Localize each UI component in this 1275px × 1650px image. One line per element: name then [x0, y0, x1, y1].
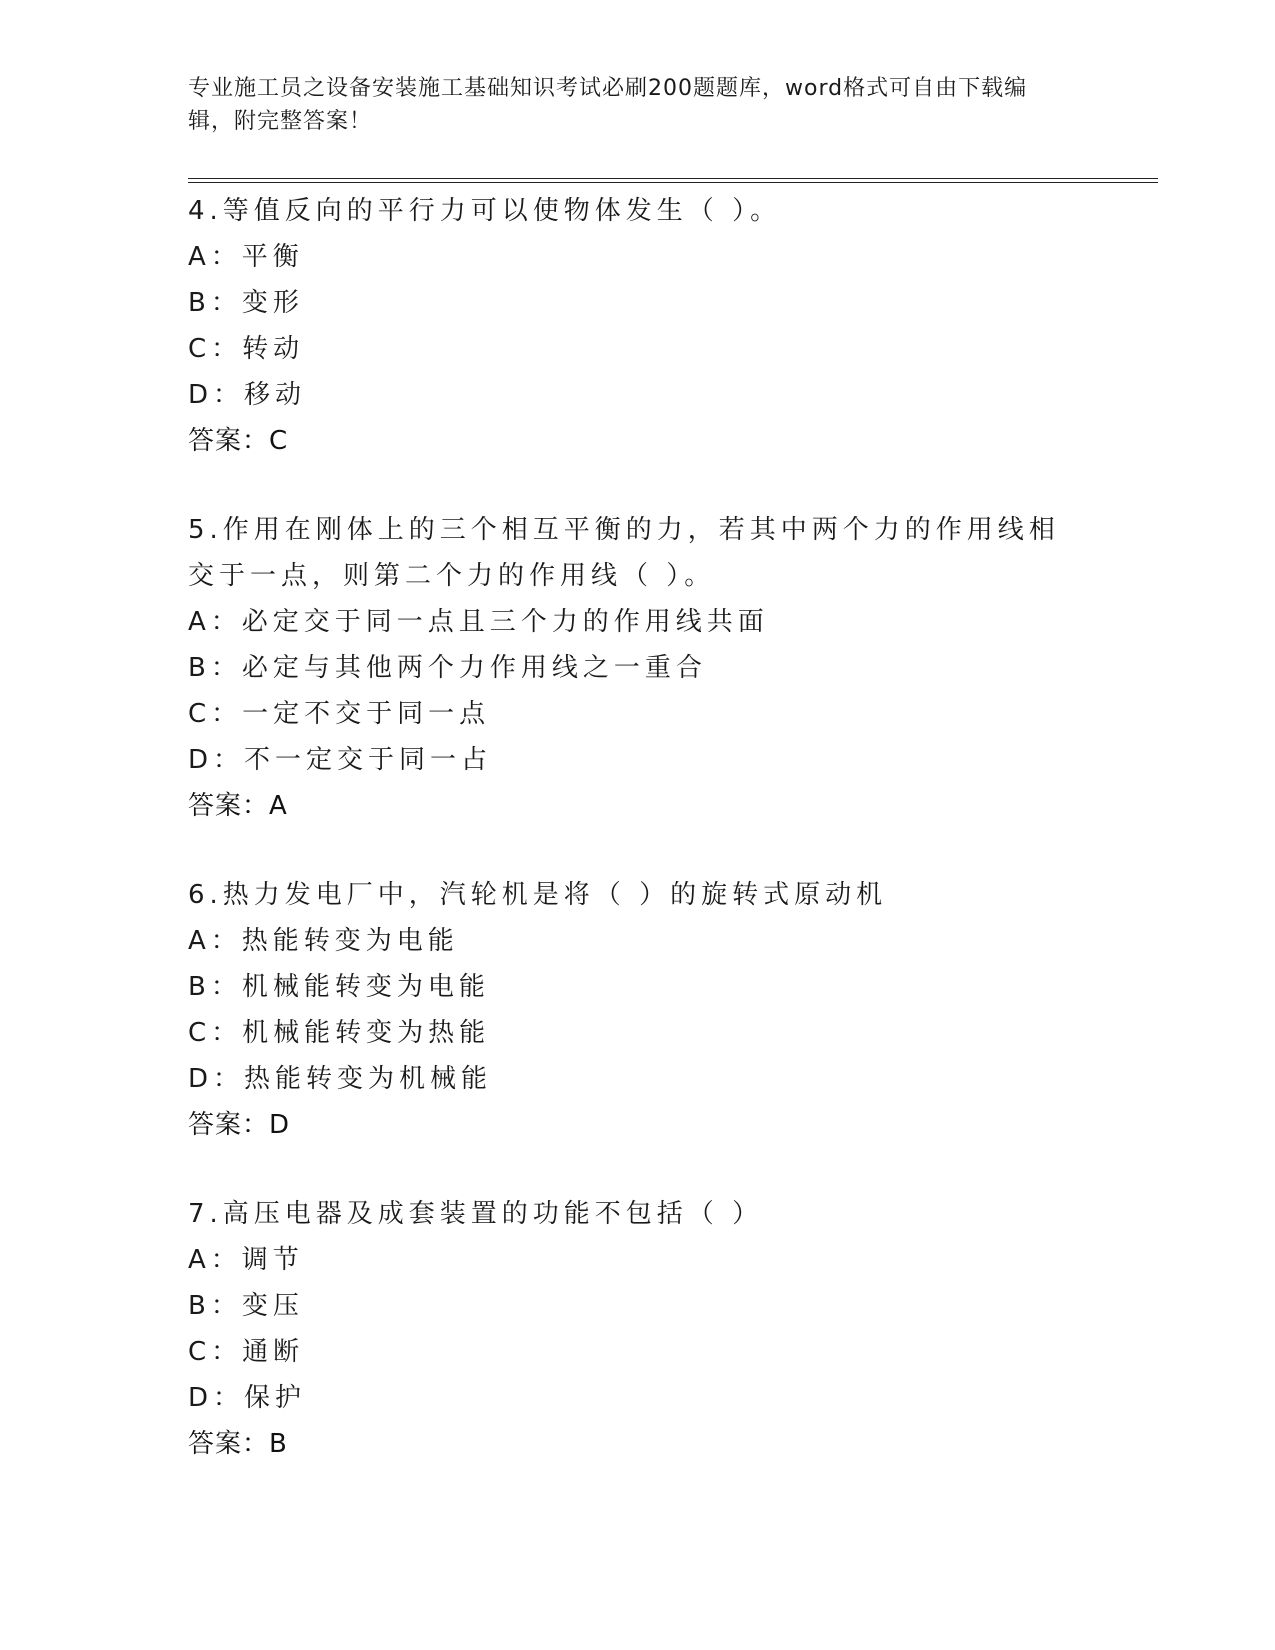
question-item	[188, 507, 1088, 829]
option-c: C：通断	[188, 1337, 305, 1367]
option-c: C：一定不交于同一点	[188, 699, 491, 729]
option-b: B：变压	[188, 1291, 304, 1321]
question-stem: 6.热力发电厂中，汽轮机是将（ ）的旋转式原动机	[188, 880, 888, 910]
option-a: A：必定交于同一点且三个力的作用线共面	[188, 607, 769, 637]
option-d: D：保护	[188, 1383, 307, 1413]
option-d: D：移动	[188, 380, 307, 410]
question-list	[188, 188, 1088, 1510]
option-b: B：机械能转变为电能	[188, 972, 490, 1002]
option-d: D：热能转变为机械能	[188, 1064, 493, 1094]
answer-line: 答案：C	[188, 426, 289, 456]
question-stem: 7.高压电器及成套装置的功能不包括（ ）	[188, 1199, 764, 1229]
option-c: C：机械能转变为热能	[188, 1018, 491, 1048]
answer-line: 答案：D	[188, 1110, 291, 1140]
question-stem: 4.等值反向的平行力可以使物体发生（ ）。	[188, 196, 782, 226]
option-b: B：必定与其他两个力作用线之一重合	[188, 653, 707, 683]
option-c: C：转动	[188, 334, 305, 364]
answer-line: 答案：A	[188, 791, 288, 821]
header-divider	[188, 178, 1158, 183]
question-stem: 5.作用在刚体上的三个相互平衡的力，若其中两个力的作用线相交于一点，则第二个力的作用线（ ）。	[188, 515, 1060, 591]
document-header: 专业施工员之设备安装施工基础知识考试必刷200题题库，word格式可自由下载编辑，附完整答案！	[188, 76, 1028, 134]
option-a: A：热能转变为电能	[188, 926, 459, 956]
answer-line: 答案：B	[188, 1429, 288, 1459]
question-item	[188, 872, 1088, 1148]
option-a: A：调节	[188, 1245, 304, 1275]
option-b: B：变形	[188, 288, 304, 318]
option-d: D：不一定交于同一占	[188, 745, 493, 775]
question-item	[188, 1191, 1088, 1467]
question-item	[188, 188, 1088, 464]
option-a: A：平衡	[188, 242, 304, 272]
